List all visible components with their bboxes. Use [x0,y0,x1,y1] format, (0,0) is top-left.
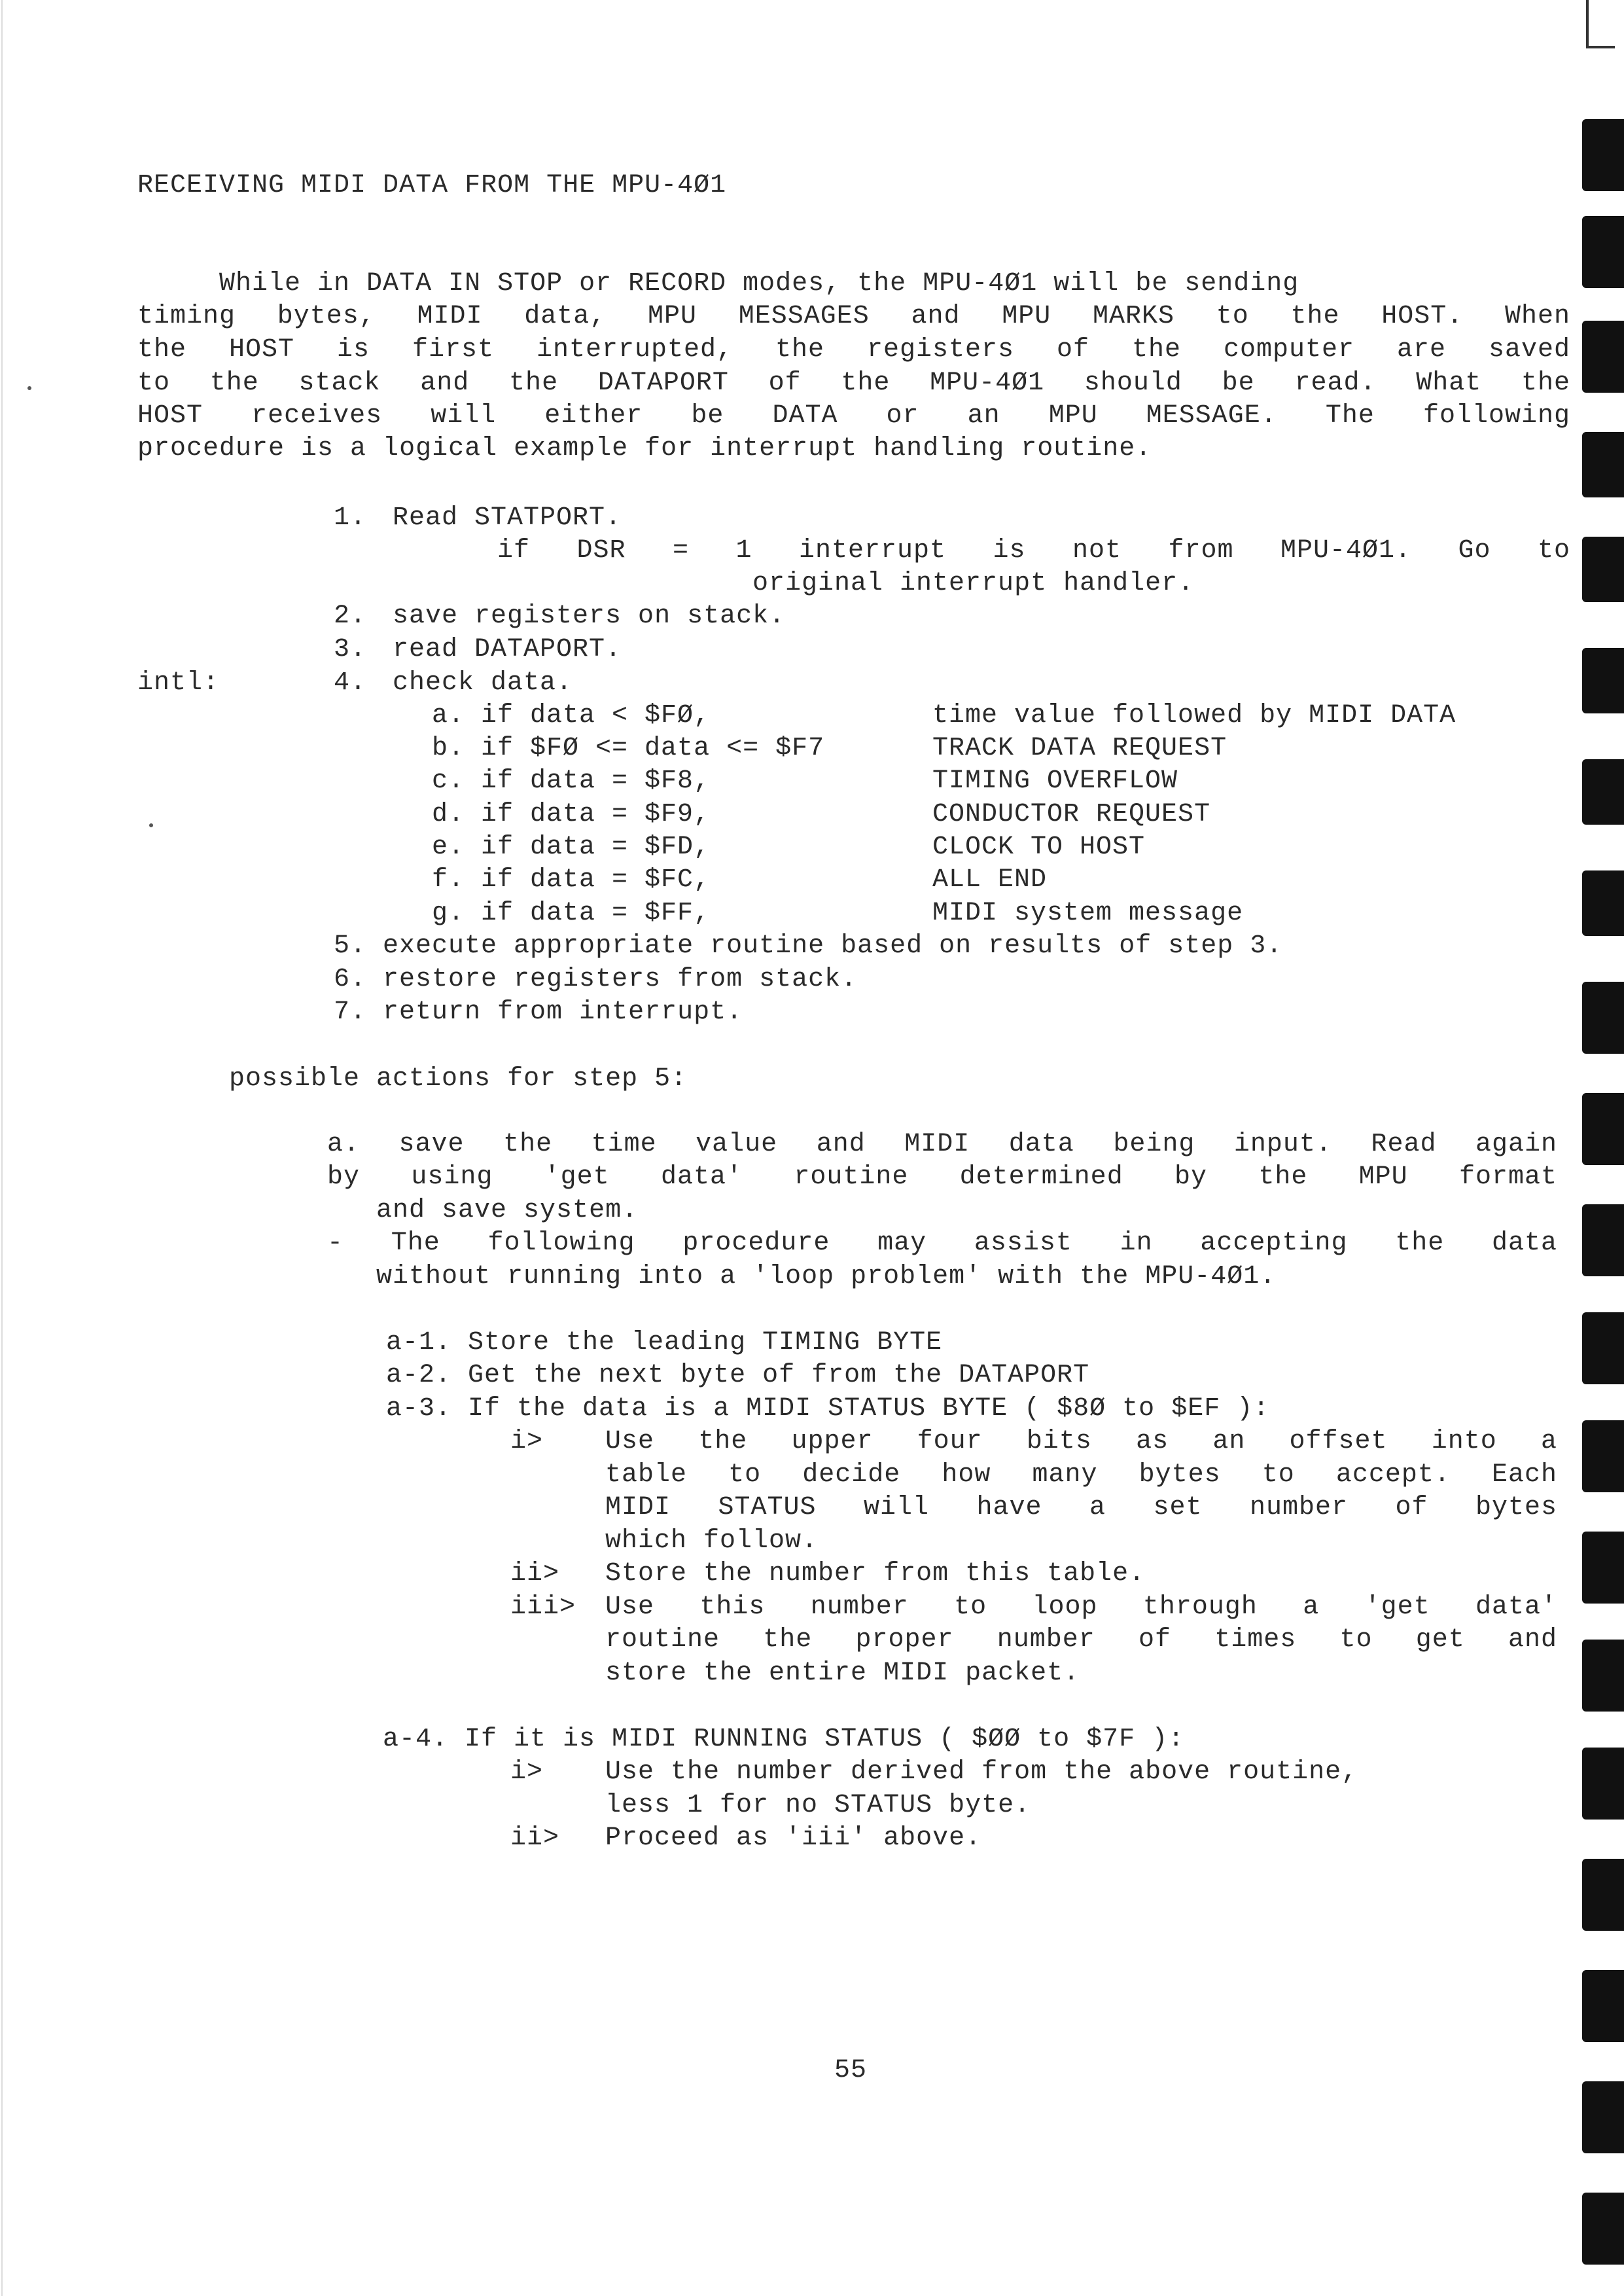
check-meaning: TRACK DATA REQUEST [932,734,1227,763]
intro-line: procedure is a logical example for interrupt handling routine. [137,434,1152,463]
intro-line: HOST receives will either be DATA or an MPU MESSAGE. The following [137,401,1570,431]
page-heading: RECEIVING MIDI DATA FROM THE MPU-4Ø1 [137,171,727,200]
binding-tab [1582,1859,1624,1931]
item-label: ii> [510,1823,560,1853]
binding-tab [1582,1204,1624,1276]
intro-line: to the stack and the DATAPORT of the MPU-4Ø1 should be read. What the [137,368,1570,398]
item-line: table to decide how many bytes to accept. Each [605,1460,1557,1490]
binding-tab [1582,432,1624,497]
check-condition: e. if data = $FD, [432,833,711,862]
binding-tab [1582,870,1624,936]
intro-line: While in DATA IN STOP or RECORD modes, the MPU-4Ø1 will be sending [137,269,1299,298]
step-text: check data. [393,668,573,698]
check-meaning: CLOCK TO HOST [932,833,1146,862]
actions-heading: possible actions for step 5: [229,1064,688,1094]
scan-speck [149,823,153,827]
item-label: iii> [510,1592,576,1622]
binding-tab [1582,1312,1624,1384]
binding-tab [1582,119,1624,191]
check-meaning: ALL END [932,865,1048,895]
item-label: i> [510,1427,544,1456]
action-line: by using 'get data' routine determined by the MPU format [327,1162,1557,1192]
item-label: ii> [510,1559,560,1588]
item-line: MIDI STATUS will have a set number of bytes [605,1493,1557,1522]
binding-tab [1582,537,1624,602]
intro-line: timing bytes, MIDI data, MPU MESSAGES and MPU MARKS to the HOST. When [137,302,1570,331]
binding-tab [1582,216,1624,288]
item-line: Use the number derived from the above routine, [605,1757,1358,1787]
binding-tab [1582,1970,1624,2042]
item-line: less 1 for no STATUS byte. [605,1791,1031,1820]
check-condition: b. if $FØ <= data <= $F7 [432,734,825,763]
binding-tab [1582,982,1624,1054]
check-condition: f. if data = $FC, [432,865,711,895]
binding-tab [1582,1748,1624,1820]
step-number: 1. [334,503,367,533]
step-text: 7. return from interrupt. [334,997,743,1027]
step-text: 6. restore registers from stack. [334,965,858,994]
page-edge-shadow [1,0,3,2296]
check-meaning: TIMING OVERFLOW [932,766,1178,796]
binding-tab [1582,1532,1624,1604]
step-label: intl: [137,668,220,698]
step-text: if DSR = 1 interrupt is not from MPU-4Ø1. Go to [497,536,1570,565]
item-line: routine the proper number of times to get and [605,1625,1557,1655]
step-text: 5. execute appropriate routine based on results of step 3. [334,931,1283,961]
sub-step: a-3. If the data is a MIDI STATUS BYTE ( $8Ø to $EF ): [386,1394,1270,1424]
check-meaning: MIDI system message [932,899,1244,928]
step-text: read DATAPORT. [393,635,622,664]
action-line: - The following procedure may assist in accepting the data [327,1229,1557,1258]
intro-line: the HOST is first interrupted, the registers of the computer are saved [137,335,1570,365]
item-line: Use this number to loop through a 'get data' [605,1592,1557,1622]
item-line: Store the number from this table. [605,1559,1146,1588]
action-line: and save system. [327,1196,639,1225]
item-line: Use the upper four bits as an offset into a [605,1427,1557,1456]
check-condition: a. if data < $FØ, [432,701,711,730]
binding-tab [1582,759,1624,825]
check-meaning: CONDUCTOR REQUEST [932,800,1211,829]
step-text: Read STATPORT. [393,503,622,533]
binding-tab [1582,2193,1624,2265]
step-number: 4. [334,668,367,698]
binding-tab [1582,321,1624,393]
scan-speck [27,386,31,390]
sub-step: a-1. Store the leading TIMING BYTE [386,1328,943,1357]
step-number: 2. [334,601,367,631]
page-number: 55 [834,2056,868,2085]
action-line: without running into a 'loop problem' with the MPU-4Ø1. [327,1262,1277,1291]
action-line: a. save the time value and MIDI data being input. Read again [327,1130,1557,1159]
sub-step: a-4. If it is MIDI RUNNING STATUS ( $ØØ to $7F ): [383,1725,1185,1754]
step-number: 3. [334,635,367,664]
item-line: Proceed as 'iii' above. [605,1823,982,1853]
binding-tab [1582,1093,1624,1165]
check-condition: d. if data = $F9, [432,800,711,829]
item-line: which follow. [605,1526,819,1556]
binding-tab [1582,2081,1624,2153]
step-text: save registers on stack. [393,601,786,631]
corner-mark [1586,0,1615,48]
binding-tab [1582,1640,1624,1712]
check-condition: c. if data = $F8, [432,766,711,796]
step-text: original interrupt handler. [752,569,1195,598]
binding-tab [1582,1420,1624,1492]
check-meaning: time value followed by MIDI DATA [932,701,1456,730]
item-line: store the entire MIDI packet. [605,1659,1080,1688]
item-label: i> [510,1757,544,1787]
check-condition: g. if data = $FF, [432,899,711,928]
binding-tab [1582,648,1624,713]
sub-step: a-2. Get the next byte of from the DATAPORT [386,1361,1090,1390]
